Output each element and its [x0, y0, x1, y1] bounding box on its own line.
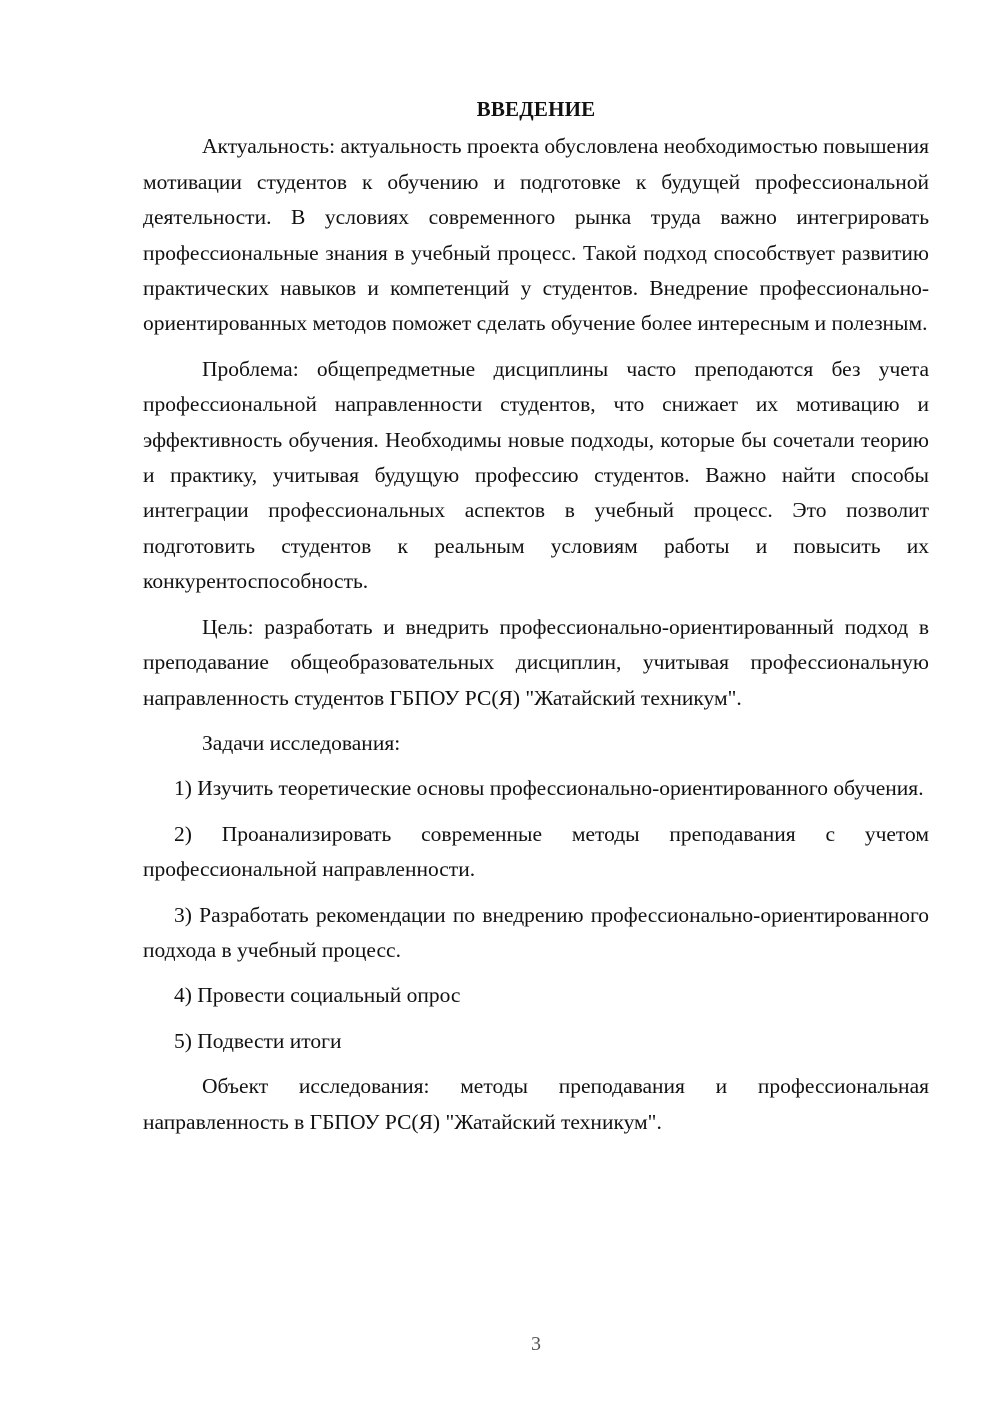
relevance-paragraph: Актуальность: актуальность проекта обусловлена необходимостью повышения мотивации студентов к обучению и подготовке к будущей профессиональной деятельности. В условиях современного рынка труда важно интегрировать профессиональные знания в учебный процесс. Такой подход способствует развитию практических навыков и компетенций у студентов. Внедрение профессионально-ориентированных методов поможет сделать обучение более интересным и полезным. [143, 134, 929, 336]
goal-paragraph: Цель: разработать и внедрить профессионально-ориентированный подход в преподавание общеобразовательных дисциплин, учитывая профессиональную направленность студентов ГБПОУ РС(Я) "Жатайский техникум". [143, 614, 929, 710]
problem-paragraph: Проблема: общепредметные дисциплины часто преподаются без учета профессиональной направленности студентов, что снижает их мотивацию и эффективность обучения. Необходимы новые подходы, которые бы сочетали теорию и практику, учитывая будущую профессию студентов. Важно найти способы интеграции профессиональных аспектов в учебный процесс. Это позволит подготовить студентов к реальным условиям работы и повысить их конкурентоспособность. [143, 356, 929, 594]
task-item-2: 2) Проанализировать современные методы преподавания с учетом профессиональной направленности. [143, 821, 929, 882]
task-item-3: 3) Разработать рекомендации по внедрению профессионально-ориентированного подхода в учебный процесс. [143, 902, 929, 962]
task-item-4: 4) Провести социальный опрос [174, 983, 461, 1008]
document-body [143, 92, 929, 1150]
page-number: 3 [531, 1333, 541, 1355]
object-paragraph: Объект исследования: методы преподавания и профессиональная направленность в ГБПОУ РС(Я) "Жатайский техникум". [143, 1074, 929, 1134]
tasks-heading: Задачи исследования: [202, 730, 401, 755]
task-item-1: 1) Изучить теоретические основы профессионально-ориентированного обучения. [174, 776, 924, 801]
task-item-5: 5) Подвести итоги [174, 1028, 342, 1053]
section-title: ВВЕДЕНИЕ [476, 97, 596, 121]
